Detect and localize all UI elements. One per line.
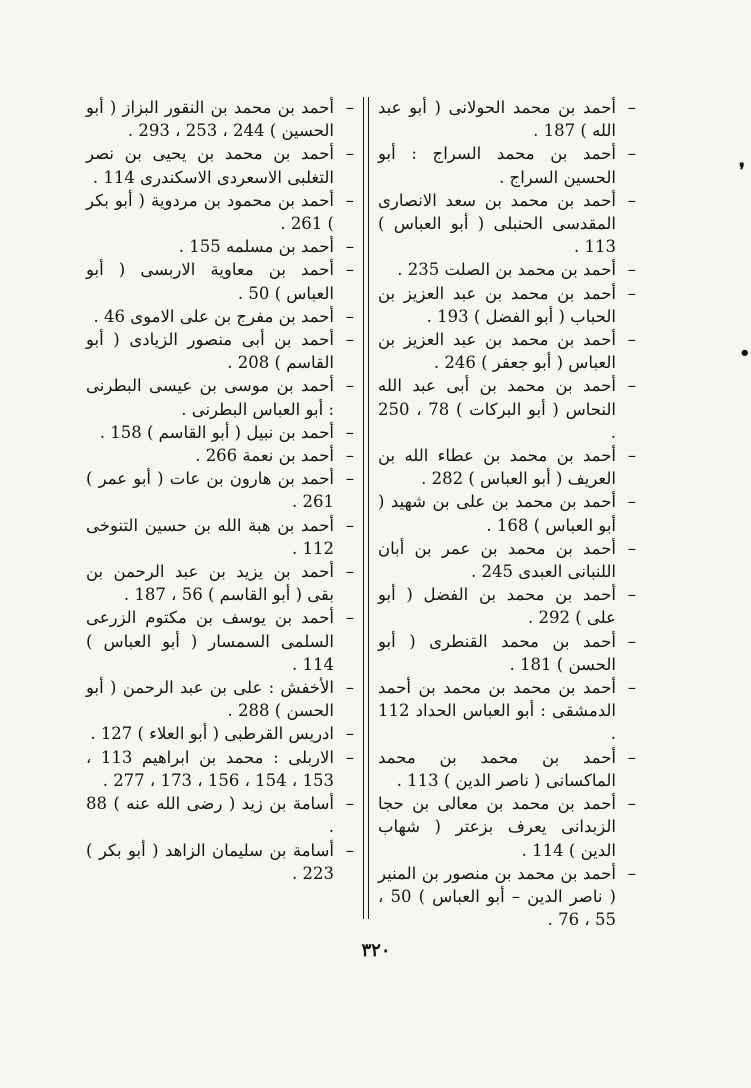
margin-mark: • xyxy=(739,343,751,364)
entry-dash: – xyxy=(627,863,636,883)
entry-text: أحمد بن محمد بن عبد العزيز بن العباس ( أبو جعفر ) 246 . xyxy=(378,330,616,373)
entry-dash: – xyxy=(627,190,636,210)
entry-dash: – xyxy=(345,98,354,117)
entry-dash: – xyxy=(345,794,354,814)
entry-dash: – xyxy=(345,724,354,744)
entry-text: أحمد بن موسى بن عيسى البطرنى : أبو العباس البطرنى . xyxy=(86,376,334,419)
entry-dash: – xyxy=(627,330,636,350)
index-entry xyxy=(86,444,354,467)
index-entry xyxy=(86,189,354,235)
entry-text: أحمد بن يزيد بن عبد الرحمن بن بقى ( أبو القاسم ) 56 ، 187 . xyxy=(86,562,334,605)
index-entry xyxy=(86,305,354,328)
index-entry xyxy=(86,792,354,838)
entry-dash: – xyxy=(345,260,354,280)
index-entry xyxy=(86,96,354,142)
entry-text: ادريس القرطبى ( أبو العلاء ) 127 . xyxy=(90,724,334,744)
entry-text: أسامة بن سليمان الزاهد ( أبو بكر ) 223 . xyxy=(86,840,334,883)
column-divider xyxy=(368,97,369,919)
index-entry xyxy=(86,722,354,745)
entry-text: أحمد بن محمد بن يحيى بن نصر التغلبى الاسعردى الاسكندرى 114 . xyxy=(86,144,334,187)
index-entry xyxy=(378,96,636,142)
index-entry xyxy=(86,467,354,513)
entry-text: أحمد بن محمد بن عبد العزيز بن الحباب ( أبو الفضل ) 193 . xyxy=(378,283,616,326)
index-entry xyxy=(86,839,354,885)
entry-dash: – xyxy=(627,678,636,698)
entry-dash: – xyxy=(627,631,636,651)
entry-dash: – xyxy=(627,585,636,605)
entry-text: أحمد بن محمد بن محمد الماكسانى ( ناصر الدين ) 113 . xyxy=(378,747,616,790)
entry-text: أحمد بن محمد بن سعد الانصارى المقدسى الحنبلى ( أبو العباس ) 113 . xyxy=(378,190,616,257)
entry-text: أحمد بن محمد القنطرى ( أبو الحسن ) 181 . xyxy=(378,631,616,674)
entry-dash: – xyxy=(345,237,354,257)
index-entry xyxy=(86,328,354,374)
entry-text: أحمد بن محمد بن الصلت 235 . xyxy=(397,260,616,280)
entry-dash: – xyxy=(627,376,636,396)
index-entry xyxy=(378,490,636,536)
entry-dash: – xyxy=(345,446,354,466)
entry-text: أحمد بن محمد بن عطاء الله بن العريف ( أبو العباس ) 282 . xyxy=(378,446,616,489)
entry-dash: – xyxy=(345,678,354,698)
entry-dash: – xyxy=(345,747,354,767)
entry-text: أحمد بن معاوية الاربسى ( أبو العباس ) 50 . xyxy=(86,260,334,303)
column-divider xyxy=(363,97,364,919)
entry-dash: – xyxy=(345,608,354,628)
entry-text: أحمد بن أبى منصور الزيادى ( أبو القاسم ) 208 . xyxy=(86,330,334,373)
index-entry xyxy=(86,421,354,444)
entry-dash: – xyxy=(627,747,636,767)
entry-text: أحمد بن هارون بن عات ( أبو عمر ) 261 . xyxy=(86,469,334,512)
entry-text: أحمد بن محمود بن مردوية ( أبو بكر ) 261 . xyxy=(86,190,334,234)
index-entry xyxy=(378,676,636,746)
entry-dash: – xyxy=(345,840,354,860)
entry-text: أحمد بن محمد بن معالى بن حجا الزبدانى يعرف بزعتر ( شهاب الدين ) 114 . xyxy=(378,794,616,860)
index-entry xyxy=(378,258,636,281)
entry-text: أحمد بن محمد بن محمد بن أحمد الدمشقى : أبو العباس الحداد 112 . xyxy=(378,678,616,744)
entry-text: أحمد بن يوسف بن مكتوم الزرعى السلمى السمسار ( أبو العباس ) 114 . xyxy=(86,608,334,674)
index-entry xyxy=(86,514,354,560)
index-entry xyxy=(86,746,354,792)
entry-text: أحمد بن نبيل ( أبو القاسم ) 158 . xyxy=(99,422,334,442)
entry-text: أحمد بن محمد بن على بن شهيد ( أبو العباس ) 168 . xyxy=(378,492,616,535)
entry-dash: – xyxy=(627,98,636,117)
entry-dash: – xyxy=(627,283,636,303)
index-entry xyxy=(86,676,354,722)
entry-dash: – xyxy=(627,538,636,558)
page-number: ٣٢٠ xyxy=(361,940,391,961)
index-entry xyxy=(378,282,636,328)
entry-dash: – xyxy=(345,515,354,535)
margin-mark: ❜ xyxy=(739,160,745,181)
entry-dash: – xyxy=(627,144,636,164)
entry-text: أحمد بن هبة الله بن حسين التنوخى 112 . xyxy=(86,515,334,558)
index-column-left xyxy=(86,96,354,885)
entry-dash: – xyxy=(345,144,354,164)
entry-text: أحمد بن مفرج بن على الاموى 46 . xyxy=(93,306,334,326)
entry-dash: – xyxy=(627,260,636,280)
entry-text: أحمد بن مسلمه 155 . xyxy=(178,237,334,257)
entry-text: أحمد بن محمد بن منصور بن المنير ( ناصر الدين – أبو العباس ) 50 ، 55 ، 76 . xyxy=(378,863,616,930)
entry-dash: – xyxy=(345,469,354,489)
entry-dash: – xyxy=(345,330,354,350)
entry-text: الاربلى : محمد بن ابراهيم 113 ، 153 ، 154 ، 156 ، 173 ، 277 . xyxy=(86,747,334,790)
index-entry xyxy=(378,189,636,259)
entry-text: أحمد بن محمد السراج : أبو الحسين السراج . xyxy=(378,144,616,187)
entry-text: أسامة بن زيد ( رضى الله عنه ) 88 . xyxy=(86,794,334,837)
index-entry xyxy=(378,583,636,629)
index-entry xyxy=(378,862,636,932)
index-entry xyxy=(86,560,354,606)
entry-dash: – xyxy=(345,190,354,210)
entry-dash: – xyxy=(345,422,354,442)
index-entry xyxy=(378,374,636,444)
index-entry xyxy=(86,374,354,420)
index-entry xyxy=(378,142,636,188)
entry-text: أحمد بن محمد بن الفضل ( أبو على ) 292 . xyxy=(378,585,616,628)
index-entry xyxy=(378,630,636,676)
index-entry xyxy=(86,142,354,188)
index-entry xyxy=(378,746,636,792)
index-column-right xyxy=(378,96,636,931)
entry-dash: – xyxy=(627,492,636,512)
entry-text: الأخفش : على بن عبد الرحمن ( أبو الحسن ) 288 . xyxy=(86,678,334,721)
entry-text: أحمد بن محمد بن أبى عبد الله النحاس ( أبو البركات ) 78 ، 250 . xyxy=(378,376,616,442)
index-entry xyxy=(86,235,354,258)
index-entry xyxy=(378,328,636,374)
entry-dash: – xyxy=(345,562,354,582)
entry-text: أحمد بن محمد الحولانى ( أبو عبد الله ) 187 . xyxy=(378,98,616,141)
index-entry xyxy=(378,444,636,490)
index-entry xyxy=(378,792,636,862)
index-entry xyxy=(86,606,354,676)
entry-text: أحمد بن محمد بن عمر بن أبان اللنبانى العبدى 245 . xyxy=(378,538,616,582)
entry-dash: – xyxy=(627,446,636,466)
entry-dash: – xyxy=(345,306,354,326)
index-entry xyxy=(378,537,636,583)
entry-dash: – xyxy=(345,376,354,396)
entry-text: أحمد بن محمد بن النقور البزاز ( أبو الحسين ) 244 ، 253 ، 293 . xyxy=(86,98,334,141)
index-entry xyxy=(86,258,354,304)
entry-text: أحمد بن نعمة 266 . xyxy=(195,446,334,466)
entry-dash: – xyxy=(627,794,636,814)
